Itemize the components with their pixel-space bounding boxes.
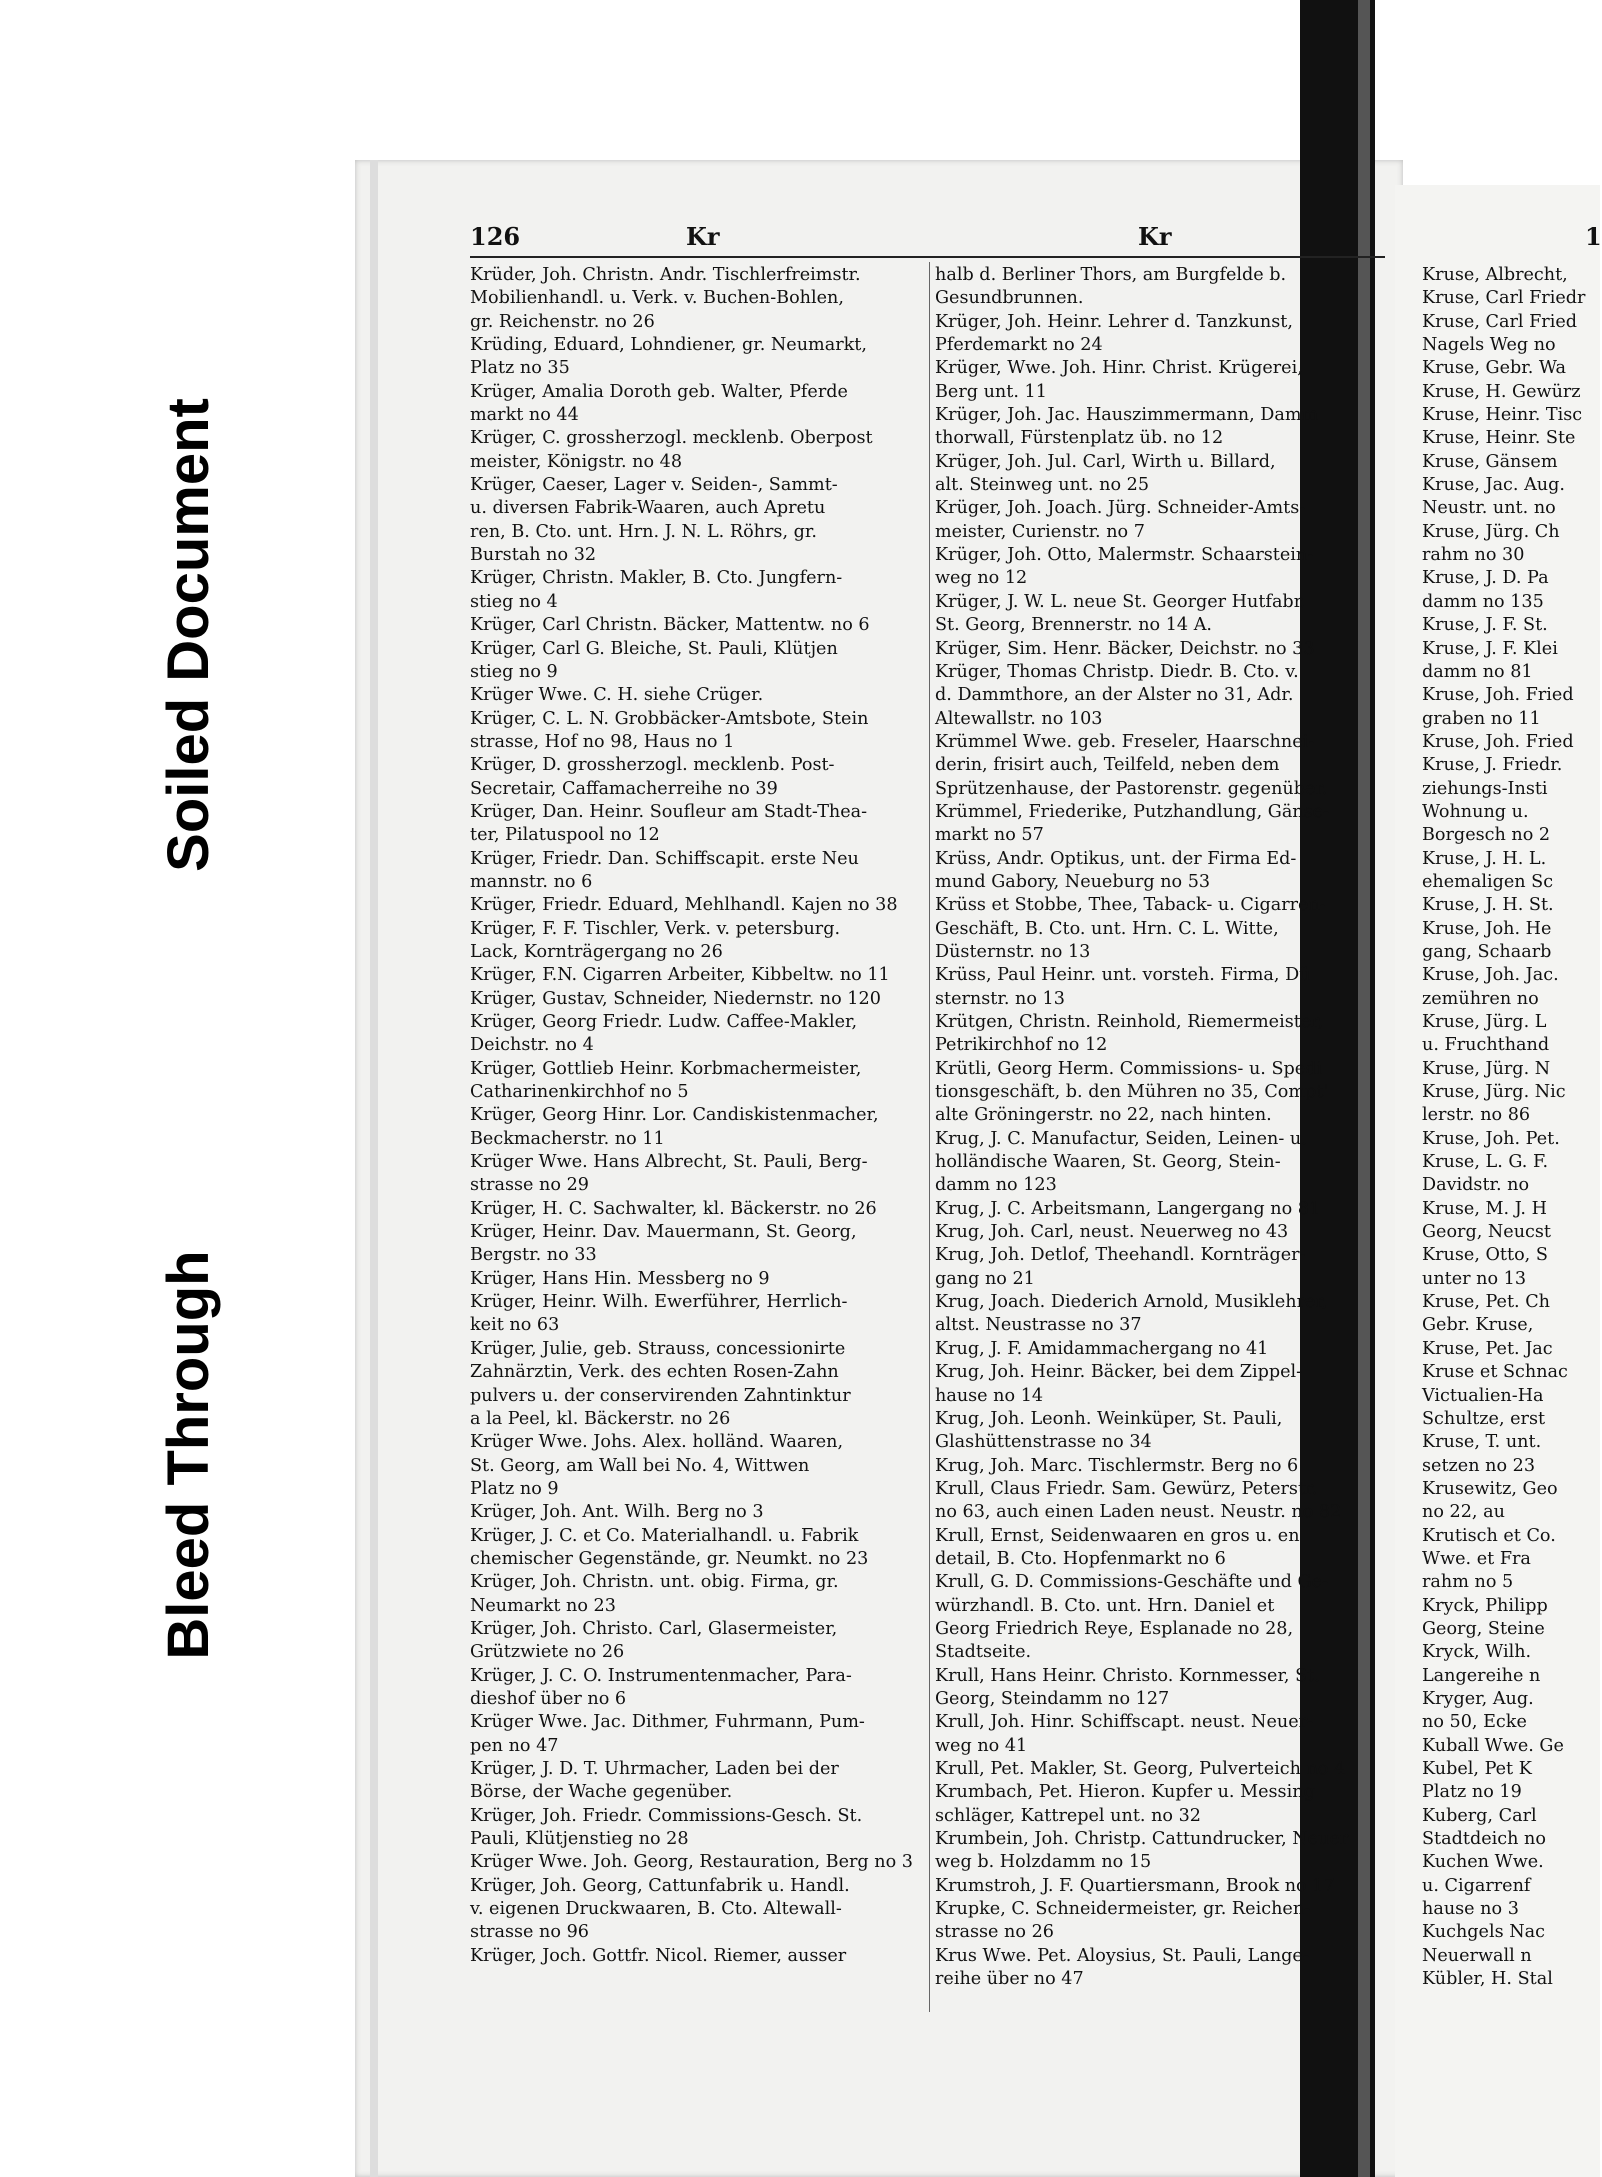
directory-line: no 63, auch einen Laden neust. Neustr. no 82 xyxy=(935,1502,1342,1523)
directory-line: Krüger, Joh. Ant. Wilh. Berg no 3 xyxy=(470,1502,764,1523)
directory-line: Krug, Joh. Detlof, Theehandl. Kornträger- xyxy=(935,1245,1306,1266)
directory-line: Kruse, Joh. Fried xyxy=(1422,731,1574,752)
directory-line: Krüger, Joh. Georg, Cattunfabrik u. Handl. xyxy=(470,1875,850,1896)
directory-line: Kruse, Carl Friedr xyxy=(1422,288,1586,309)
directory-line: Krüger, Joh. Jac. Hauszimmermann, Damm xyxy=(935,405,1319,426)
directory-line: Neuerwall n xyxy=(1422,1945,1532,1966)
directory-line: meister, Curienstr. no 7 xyxy=(935,521,1145,542)
directory-line: Krull, G. D. Commissions-Geschäfte und Ge- xyxy=(935,1572,1328,1593)
directory-line: Platz no 19 xyxy=(1422,1782,1522,1803)
directory-line: mannstr. no 6 xyxy=(470,871,593,892)
directory-line: Georg, Steindamm no 127 xyxy=(935,1688,1170,1709)
directory-line: Krüger, Amalia Doroth geb. Walter, Pferde xyxy=(470,381,848,402)
directory-column-3-fragment xyxy=(1422,264,1600,1991)
directory-line: detail, B. Cto. Hopfenmarkt no 6 xyxy=(935,1548,1226,1569)
directory-line: weg b. Holzdamm no 15 xyxy=(935,1852,1152,1873)
directory-line: Geschäft, B. Cto. unt. Hrn. C. L. Witte, xyxy=(935,918,1279,939)
directory-line: ter, Pilatuspool no 12 xyxy=(470,825,660,846)
left-column-heading: Kr xyxy=(686,222,720,251)
page-number: 126 xyxy=(470,222,521,251)
soiled-document-stamp: Soiled Document xyxy=(156,398,221,872)
header-rule xyxy=(470,256,1385,258)
directory-line: Krull, Claus Friedr. Sam. Gewürz, Peterstr. xyxy=(935,1478,1318,1499)
directory-line: Krüger, C. grossherzogl. mecklenb. Oberpost xyxy=(470,428,873,449)
directory-line: Kruse, J. H. St. xyxy=(1422,895,1554,916)
directory-line: Kruse, J. H. L. xyxy=(1422,848,1547,869)
directory-line: Glashüttenstrasse no 34 xyxy=(935,1432,1152,1453)
directory-line: dieshof über no 6 xyxy=(470,1688,627,1709)
directory-line: chemischer Gegenstände, gr. Neumkt. no 23 xyxy=(470,1548,869,1569)
directory-line: no 22, au xyxy=(1422,1502,1505,1523)
directory-line: Krüger, J. C. O. Instrumentenmacher, Para- xyxy=(470,1665,852,1686)
directory-line: altst. Neustrasse no 37 xyxy=(935,1315,1142,1336)
directory-line: Neustr. unt. no xyxy=(1422,498,1556,519)
directory-line: Kruse, Gänsem xyxy=(1422,451,1558,472)
directory-line: Bergstr. no 33 xyxy=(470,1245,597,1266)
directory-line: Krull, Ernst, Seidenwaaren en gros u. en xyxy=(935,1525,1300,1546)
directory-line: Georg, Neucst xyxy=(1422,1222,1552,1243)
directory-line: Kruse, Jürg. L xyxy=(1422,1012,1547,1032)
directory-line: damm no 81 xyxy=(1422,661,1533,682)
directory-line: strasse no 26 xyxy=(935,1922,1054,1943)
directory-line: Kruse, Gebr. Wa xyxy=(1422,358,1566,379)
directory-line: Kruse, J. Friedr. xyxy=(1422,755,1563,776)
directory-line: Gebr. Kruse, xyxy=(1422,1315,1534,1336)
directory-line: Kubel, Pet K xyxy=(1422,1759,1532,1779)
directory-line: Krüger, Caeser, Lager v. Seiden-, Sammt- xyxy=(470,475,838,496)
directory-line: meister, Königstr. no 48 xyxy=(470,451,683,472)
directory-line: Davidstr. no xyxy=(1422,1175,1530,1196)
directory-line: Krüger Wwe. Hans Albrecht, St. Pauli, Berg- xyxy=(470,1152,868,1173)
directory-line: Kruse, Joh. He xyxy=(1422,918,1552,939)
directory-line: Borgesch no 2 xyxy=(1422,825,1551,846)
directory-line: Krümmel Wwe. geb. Freseler, Haarschnei- xyxy=(935,731,1315,752)
directory-line: Stadtseite. xyxy=(935,1642,1032,1663)
directory-line: Langereihe n xyxy=(1422,1665,1541,1686)
directory-line: holländische Waaren, St. Georg, Stein- xyxy=(935,1152,1281,1173)
directory-line: Wohnung u. xyxy=(1422,801,1529,822)
directory-line: ren, B. Cto. unt. Hrn. J. N. L. Röhrs, gr. xyxy=(470,521,817,542)
next-page-heading-fragment: 1 xyxy=(1585,222,1602,251)
directory-line: Krüger, Carl G. Bleiche, St. Pauli, Klütjen xyxy=(470,638,838,659)
directory-line: hause no 14 xyxy=(935,1385,1044,1406)
directory-line: Pauli, Klütjenstieg no 28 xyxy=(470,1829,689,1850)
directory-line: v. eigenen Druckwaaren, B. Cto. Altewall- xyxy=(470,1899,842,1920)
directory-line: Kryger, Aug. xyxy=(1422,1688,1534,1709)
directory-line: Kruse, L. G. F. xyxy=(1422,1152,1549,1173)
directory-line: Victualien-Ha xyxy=(1422,1385,1544,1406)
directory-line: strasse no 29 xyxy=(470,1175,589,1196)
directory-line: Wwe. et Fra xyxy=(1422,1548,1531,1569)
directory-line: Krüger, Joh. Jul. Carl, Wirth u. Billard, xyxy=(935,451,1276,472)
directory-line: Kruse, H. Gewürz xyxy=(1422,381,1581,402)
directory-line: Krütgen, Christn. Reinhold, Riemermeister, xyxy=(935,1012,1324,1032)
directory-line: schläger, Kattrepel unt. no 32 xyxy=(935,1805,1201,1826)
directory-column-1 xyxy=(470,264,925,1968)
directory-line: stieg no 4 xyxy=(470,591,558,612)
directory-line: Krüger, Heinr. Wilh. Ewerführer, Herrlich- xyxy=(470,1292,848,1313)
directory-line: Altewallstr. no 103 xyxy=(935,708,1103,729)
directory-line: Krüger, Thomas Christp. Diedr. B. Cto. v. xyxy=(935,661,1299,682)
directory-line: Krütli, Georg Herm. Commissions- u. Spedi xyxy=(935,1058,1323,1079)
directory-line: Kruse, Jac. Aug. xyxy=(1422,475,1565,496)
directory-line: Krug, Joh. Leonh. Weinküper, St. Pauli, xyxy=(935,1408,1283,1429)
directory-line: Krüger, Dan. Heinr. Soufleur am Stadt-Thea- xyxy=(470,801,868,822)
directory-line: Kruse, T. unt. xyxy=(1422,1432,1542,1453)
directory-line: Krüger, Joch. Gottfr. Nicol. Riemer, ausser xyxy=(470,1945,847,1966)
directory-line: u. Fruchthand xyxy=(1422,1035,1550,1056)
directory-line: Kruse, J. F. Klei xyxy=(1422,638,1558,659)
directory-line: markt no 44 xyxy=(470,405,579,426)
directory-line: Krüger, J. C. et Co. Materialhandl. u. Fabrik xyxy=(470,1525,859,1546)
directory-line: Krüger, F. F. Tischler, Verk. v. petersburg. xyxy=(470,918,841,939)
directory-line: Kruse, Joh. Pet. xyxy=(1422,1128,1560,1149)
directory-line: hause no 3 xyxy=(1422,1899,1519,1920)
directory-line: Kuchgels Nac xyxy=(1422,1922,1545,1943)
directory-line: Krull, Hans Heinr. Christo. Kornmesser, St. xyxy=(935,1665,1320,1686)
directory-line: Secretair, Caffamacherreihe no 39 xyxy=(470,778,778,799)
directory-line: zemühren no xyxy=(1422,988,1539,1009)
directory-line: Krüger, D. grossherzogl. mecklenb. Post- xyxy=(470,755,835,776)
directory-line: alte Gröningerstr. no 22, nach hinten. xyxy=(935,1105,1272,1126)
directory-line: Gesundbrunnen. xyxy=(935,288,1084,309)
directory-line: gr. Reichenstr. no 26 xyxy=(470,311,655,332)
directory-line: Krüding, Eduard, Lohndiener, gr. Neumarkt, xyxy=(470,335,867,356)
directory-line: würzhandl. B. Cto. unt. Hrn. Daniel et xyxy=(935,1595,1275,1616)
directory-line: Krüger, C. L. N. Grobbäcker-Amtsbote, Stein xyxy=(470,708,869,729)
directory-line: sternstr. no 13 xyxy=(935,988,1065,1009)
directory-line: Krüger, Heinr. Dav. Mauermann, St. Georg, xyxy=(470,1222,857,1243)
directory-line: u. diversen Fabrik-Waaren, auch Apretu xyxy=(470,498,826,519)
directory-line: Petrikirchhof no 12 xyxy=(935,1035,1108,1056)
directory-line: Krumbach, Pet. Hieron. Kupfer u. Messing xyxy=(935,1782,1315,1803)
directory-line: rahm no 5 xyxy=(1422,1572,1514,1593)
directory-line: Krumstroh, J. F. Quartiersmann, Brook no 17 xyxy=(935,1875,1335,1896)
directory-line: Neumarkt no 23 xyxy=(470,1595,616,1616)
directory-line: Krüger, Gustav, Schneider, Niedernstr. no 120 xyxy=(470,988,881,1009)
bleed-through-stamp: Bleed Through xyxy=(156,1250,221,1660)
directory-line: Kuchen Wwe. xyxy=(1422,1852,1544,1873)
directory-line: Deichstr. no 4 xyxy=(470,1035,594,1056)
directory-line: strasse, Hof no 98, Haus no 1 xyxy=(470,731,735,752)
directory-line: setzen no 23 xyxy=(1422,1455,1536,1476)
directory-line: Kryck, Philipp xyxy=(1422,1595,1548,1616)
directory-line: Krug, J. C. Arbeitsmann, Langergang no 81 xyxy=(935,1198,1321,1219)
directory-line: Kuball Wwe. Ge xyxy=(1422,1735,1564,1756)
directory-line: Krug, Joh. Carl, neust. Neuerweg no 43 xyxy=(935,1222,1289,1243)
directory-line: lerstr. no 86 xyxy=(1422,1105,1531,1126)
directory-line: Krug, J. F. Amidammachergang no 41 xyxy=(935,1338,1269,1359)
page-edge xyxy=(370,160,378,2177)
directory-line: reihe über no 47 xyxy=(935,1969,1084,1990)
directory-line: Beckmacherstr. no 11 xyxy=(470,1128,665,1149)
directory-line: Krüss, Andr. Optikus, unt. der Firma Ed- xyxy=(935,848,1297,869)
directory-line: graben no 11 xyxy=(1422,708,1541,729)
directory-line: Krüger, Georg Friedr. Ludw. Caffee-Makler, xyxy=(470,1012,858,1032)
directory-line: St. Georg, am Wall bei No. 4, Wittwen xyxy=(470,1455,810,1476)
directory-line: Krüger, Joh. Otto, Malermstr. Schaarstein- xyxy=(935,545,1314,566)
directory-line: Krüger, J. D. T. Uhrmacher, Laden bei der xyxy=(470,1759,839,1779)
directory-line: Kruse, Heinr. Ste xyxy=(1422,428,1576,449)
directory-line: gang, Schaarb xyxy=(1422,941,1552,962)
directory-line: Krüger, Joh. Heinr. Lehrer d. Tanzkunst, xyxy=(935,311,1293,332)
directory-line: tionsgeschäft, b. den Mühren no 35, Compt' xyxy=(935,1082,1329,1103)
directory-line: halb d. Berliner Thors, am Burgfelde b. xyxy=(935,265,1287,285)
directory-line: ziehungs-Insti xyxy=(1422,778,1548,799)
directory-line: Lack, Kornträgergang no 26 xyxy=(470,941,723,962)
directory-line: Schultze, erst xyxy=(1422,1408,1546,1429)
directory-line: Mobilienhandl. u. Verk. v. Buchen-Bohlen, xyxy=(470,288,844,309)
directory-line: Krüger, Friedr. Eduard, Mehlhandl. Kajen no 38 xyxy=(470,895,898,916)
column-divider xyxy=(929,262,930,2012)
directory-line: Catharinenkirchhof no 5 xyxy=(470,1082,689,1103)
directory-line: markt no 57 xyxy=(935,825,1044,846)
directory-line: Krull, Pet. Makler, St. Georg, Pulverteich no 4 xyxy=(935,1759,1346,1779)
directory-line: Georg, Steine xyxy=(1422,1618,1545,1639)
directory-line: Krüger, Friedr. Dan. Schiffscapit. erste Neu xyxy=(470,848,859,869)
directory-line: Kuberg, Carl xyxy=(1422,1805,1537,1826)
directory-line: St. Georg, Brennerstr. no 14 A. xyxy=(935,615,1213,636)
directory-line: a la Peel, kl. Bäckerstr. no 26 xyxy=(470,1408,731,1429)
directory-line: Stadtdeich no xyxy=(1422,1829,1546,1850)
directory-line: ehemaligen Sc xyxy=(1422,871,1554,892)
directory-line: Krüger, Joh. Christn. unt. obig. Firma, gr. xyxy=(470,1572,839,1593)
directory-line: damm no 123 xyxy=(935,1175,1057,1196)
directory-line: pulvers u. der conservirenden Zahntinktur xyxy=(470,1385,851,1406)
directory-line: Krüger Wwe. Johs. Alex. holländ. Waaren, xyxy=(470,1432,844,1453)
directory-line: Krüger Wwe. Joh. Georg, Restauration, Berg no 3 xyxy=(470,1852,913,1873)
directory-line: Krüger, F.N. Cigarren Arbeiter, Kibbeltw. no 11 xyxy=(470,965,890,986)
directory-line: rahm no 30 xyxy=(1422,545,1525,566)
directory-line: Kruse, Pet. Jac xyxy=(1422,1338,1553,1359)
directory-line: Kruse, Jürg. N xyxy=(1422,1058,1551,1079)
directory-line: Kryck, Wilh. xyxy=(1422,1642,1532,1663)
directory-line: Grützwiete no 26 xyxy=(470,1642,625,1663)
directory-line: Pferdemarkt no 24 xyxy=(935,335,1103,356)
directory-line: thorwall, Fürstenplatz üb. no 12 xyxy=(935,428,1224,449)
directory-line: Krüger Wwe. Jac. Dithmer, Fuhrmann, Pum- xyxy=(470,1712,865,1733)
directory-line: Kübler, H. Stal xyxy=(1422,1969,1553,1990)
directory-column-2 xyxy=(935,264,1383,1991)
directory-line: Krumbein, Joh. Christp. Cattundrucker, Neuer xyxy=(935,1829,1349,1850)
directory-line: no 50, Ecke xyxy=(1422,1712,1527,1733)
directory-line: Krug, Joach. Diederich Arnold, Musiklehrer, xyxy=(935,1292,1328,1313)
directory-line: Börse, der Wache gegenüber. xyxy=(470,1782,733,1803)
directory-line: Kruse, M. J. H xyxy=(1422,1198,1547,1219)
directory-line: Platz no 35 xyxy=(470,358,570,379)
directory-line: Kruse, J. F. St. xyxy=(1422,615,1548,636)
directory-line: Krug, J. C. Manufactur, Seiden, Leinen- u. xyxy=(935,1128,1307,1149)
directory-line: Kruse, Jürg. Nic xyxy=(1422,1082,1566,1103)
directory-line: Kruse, Pet. Ch xyxy=(1422,1292,1551,1313)
directory-line: pen no 47 xyxy=(470,1735,559,1756)
directory-line: Krüger, Joh. Friedr. Commissions-Gesch. St. xyxy=(470,1805,863,1826)
directory-line: Kruse, Carl Fried xyxy=(1422,311,1578,332)
directory-line: Krüger, Wwe. Joh. Hinr. Christ. Krügerei, xyxy=(935,358,1303,379)
directory-line: weg no 12 xyxy=(935,568,1028,589)
directory-line: Zahnärztin, Verk. des echten Rosen-Zahn xyxy=(470,1362,839,1383)
directory-line: Kruse, J. D. Pa xyxy=(1422,568,1549,589)
directory-line: Kruse, Joh. Jac. xyxy=(1422,965,1559,986)
scan-margin xyxy=(0,0,340,2177)
directory-line: Kruse, Joh. Fried xyxy=(1422,685,1574,706)
directory-line: Krüger Wwe. C. H. siehe Crüger. xyxy=(470,685,764,706)
directory-line: alt. Steinweg unt. no 25 xyxy=(935,475,1150,496)
directory-line: Krüger, Joh. Christo. Carl, Glasermeister, xyxy=(470,1618,838,1639)
directory-line: Krüss, Paul Heinr. unt. vorsteh. Firma, Dü xyxy=(935,965,1311,986)
directory-line: Burstah no 32 xyxy=(470,545,597,566)
directory-line: keit no 63 xyxy=(470,1315,560,1336)
directory-line: weg no 41 xyxy=(935,1735,1028,1756)
directory-line: Krutisch et Co. xyxy=(1422,1525,1556,1546)
directory-line: damm no 135 xyxy=(1422,591,1544,612)
directory-line: Krüger, Gottlieb Heinr. Korbmachermeister, xyxy=(470,1058,862,1079)
directory-line: u. Cigarrenf xyxy=(1422,1875,1531,1896)
directory-line: Kruse, Jürg. Ch xyxy=(1422,521,1560,542)
directory-line: Kruse, Albrecht, xyxy=(1422,265,1568,285)
directory-line: Krug, Joh. Marc. Tischlermstr. Berg no 6 xyxy=(935,1455,1299,1476)
directory-line: Düsternstr. no 13 xyxy=(935,941,1091,962)
directory-line: Krüger, Sim. Henr. Bäcker, Deichstr. no 33 xyxy=(935,638,1315,659)
directory-line: Krüger, J. W. L. neue St. Georger Hutfabr. xyxy=(935,591,1306,612)
directory-line: gang no 21 xyxy=(935,1268,1035,1289)
directory-line: Krüger, Hans Hin. Messberg no 9 xyxy=(470,1268,770,1289)
directory-line: derin, frisirt auch, Teilfeld, neben dem xyxy=(935,755,1280,776)
directory-line: Krus Wwe. Pet. Aloysius, St. Pauli, Lange- xyxy=(935,1945,1309,1966)
directory-line: Krüss et Stobbe, Thee, Taback- u. Cigarren- xyxy=(935,895,1326,916)
right-column-heading: Kr xyxy=(1138,222,1172,251)
directory-line: Krupke, C. Schneidermeister, gr. Reichen- xyxy=(935,1899,1311,1920)
directory-line: Nagels Weg no xyxy=(1422,335,1556,356)
directory-line: strasse no 96 xyxy=(470,1922,589,1943)
directory-line: Krüger, H. C. Sachwalter, kl. Bäckerstr. no 26 xyxy=(470,1198,877,1219)
directory-line: stieg no 9 xyxy=(470,661,558,682)
directory-line: Platz no 9 xyxy=(470,1478,559,1499)
directory-line: Berg unt. 11 xyxy=(935,381,1047,402)
directory-line: Krüger, Christn. Makler, B. Cto. Jungfern- xyxy=(470,568,843,589)
directory-line: Georg Friedrich Reye, Esplanade no 28, xyxy=(935,1618,1294,1639)
directory-line: Krüger, Julie, geb. Strauss, concessionirte xyxy=(470,1338,846,1359)
directory-line: Sprützenhause, der Pastorenstr. gegenüber. xyxy=(935,778,1328,799)
directory-line: Krug, Joh. Heinr. Bäcker, bei dem Zippel- xyxy=(935,1362,1303,1383)
directory-line: Krüger, Joh. Joach. Jürg. Schneider-Amts- xyxy=(935,498,1306,519)
directory-line: Krümmel, Friederike, Putzhandlung, Gänse- xyxy=(935,801,1330,822)
directory-line: unter no 13 xyxy=(1422,1268,1527,1289)
directory-line: Krüder, Joh. Christn. Andr. Tischlerfreimstr. xyxy=(470,265,861,285)
directory-line: mund Gabory, Neueburg no 53 xyxy=(935,871,1211,892)
directory-line: Krüger, Carl Christn. Bäcker, Mattentw. no 6 xyxy=(470,615,870,636)
directory-line: d. Dammthore, an der Alster no 31, Adr. xyxy=(935,685,1294,706)
directory-line: Kruse, Otto, S xyxy=(1422,1245,1548,1266)
directory-line: Kruse et Schnac xyxy=(1422,1362,1568,1383)
directory-line: Krüger, Georg Hinr. Lor. Candiskistenmacher, xyxy=(470,1105,879,1126)
directory-line: Krusewitz, Geo xyxy=(1422,1478,1558,1499)
directory-line: Kruse, Heinr. Tisc xyxy=(1422,405,1583,426)
directory-line: Krull, Joh. Hinr. Schiffscapt. neust. Neuer- xyxy=(935,1712,1313,1733)
